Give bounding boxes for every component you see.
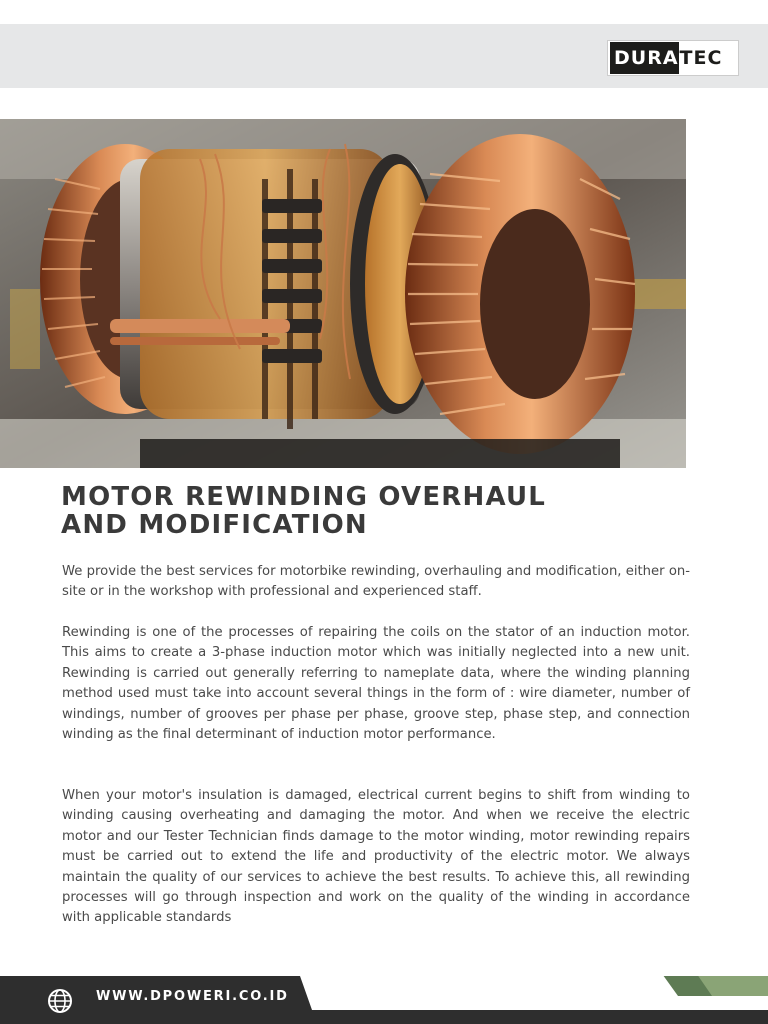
website-link[interactable]: WWW.DPOWERI.CO.ID — [96, 989, 289, 1004]
hero-image — [0, 119, 686, 468]
copper-motor-illustration — [0, 119, 686, 468]
duratec-logo — [607, 40, 739, 76]
globe-icon — [47, 988, 73, 1014]
title-line-1: MOTOR REWINDING OVERHAUL — [61, 482, 547, 512]
logo-text-tec: TEC — [679, 47, 723, 69]
intro-paragraph: We provide the best services for motorbike rewinding, overhauling and modification, either on-site or in the workshop with professional and experienced staff. — [62, 564, 690, 600]
rewinding-paragraph: Rewinding is one of the processes of repairing the coils on the stator of an induction motor. This aims to create a 3-phase induction motor which was initially neglected into a new unit. Rewinding is carried out generally referring to nameplate data, where the winding planning method used must take into account several things in the form of : wire diameter, number of windings, number of grooves per phase per phase, groove step, phase step, and connection winding as the final determinant of induction motor performance. — [62, 625, 690, 743]
logo-text-dura: DURA — [610, 42, 679, 74]
page-title — [61, 483, 701, 539]
insulation-paragraph: When your motor's insulation is damaged, electrical current begins to shift from winding to winding causing overheating and damaging the motor. And when we receive the electric motor and our Tester Technician finds damage to the motor winding, motor rewinding repairs must be carried out to extend the life and productivity of the electric motor. We always maintain the quality of our services to achieve the best results. To achieve this, all rewinding processes will go through inspection and work on the quality of the winding in accordance with applicable standards — [62, 788, 690, 926]
title-line-2: AND MODIFICATION — [61, 510, 368, 540]
